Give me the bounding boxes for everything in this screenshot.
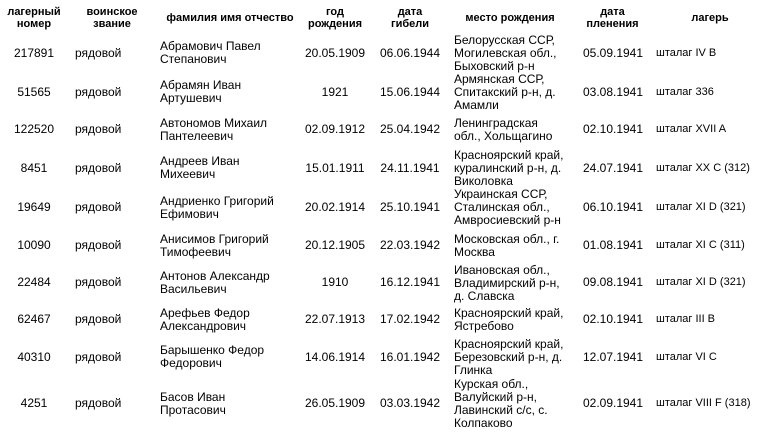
- cell-death-date: 16.12.1941: [379, 275, 441, 289]
- cell-death-date: 25.10.1941: [379, 200, 441, 214]
- cell-birthplace: Курская обл., Валуйский р-н, Лавинский с/с, с. Колпаково: [454, 377, 548, 430]
- cell-camp-number: 51565: [17, 85, 51, 99]
- cell-capture-date: 24.07.1941: [582, 161, 644, 175]
- cell-birthplace: Ивановская обл., Владимирский р-н, д. Славска: [454, 263, 560, 303]
- cell-full-name: Анисимов Григорий Тимофеевич: [160, 232, 269, 259]
- header-capture-date: дата пленения: [586, 6, 639, 30]
- cell-capture-date: 12.07.1941: [582, 350, 644, 364]
- cell-birth-year: 20.12.1905: [304, 238, 366, 252]
- cell-capture-date: 02.10.1941: [582, 312, 644, 326]
- cell-rank: рядовой: [75, 200, 122, 214]
- cell-camp-number: 40310: [17, 350, 51, 364]
- cell-full-name: Барышенко Федор Федорович: [160, 343, 265, 370]
- cell-capture-date: 06.10.1941: [582, 200, 644, 214]
- cell-birth-year: 14.06.1914: [304, 350, 366, 364]
- cell-camp: шталаг XI C (311): [656, 239, 745, 251]
- cell-death-date: 03.03.1942: [379, 396, 441, 410]
- cell-death-date: 15.06.1944: [379, 85, 441, 99]
- cell-camp: шталаг XI D (321): [656, 276, 746, 288]
- table-row: [0, 376, 768, 431]
- table-row: [0, 338, 768, 376]
- cell-rank: рядовой: [75, 85, 122, 99]
- cell-birth-year: 20.05.1909: [304, 46, 366, 60]
- cell-capture-date: 02.09.1941: [582, 396, 644, 410]
- cell-rank: рядовой: [75, 275, 122, 289]
- cell-camp-number: 122520: [13, 122, 55, 136]
- table-row: [0, 34, 768, 72]
- cell-rank: рядовой: [75, 161, 122, 175]
- cell-death-date: 25.04.1942: [379, 122, 441, 136]
- cell-camp: шталаг IV B: [656, 47, 717, 59]
- cell-rank: рядовой: [75, 238, 122, 252]
- cell-birth-year: 15.01.1911: [305, 161, 365, 175]
- cell-death-date: 06.06.1944: [379, 46, 441, 60]
- cell-birthplace: Красноярский край, Березовский р-н, д. Глинка: [454, 337, 564, 377]
- header-birth-year: год рождения: [307, 6, 363, 30]
- table-row: [0, 264, 768, 301]
- cell-full-name: Антонов Александр Васильевич: [160, 269, 270, 296]
- cell-death-date: 16.01.1942: [379, 350, 441, 364]
- cell-camp-number: 62467: [17, 312, 51, 326]
- cell-birthplace: Московская обл., г. Москва: [454, 232, 560, 259]
- cell-birthplace: Украинская ССР, Сталинская обл., Амвросиевский р-н: [454, 187, 561, 227]
- cell-capture-date: 09.08.1941: [582, 275, 644, 289]
- header-birthplace: место рождения: [465, 12, 555, 24]
- cell-full-name: Басов Иван Протасович: [160, 390, 226, 417]
- cell-full-name: Андриенко Григорий Ефимович: [160, 194, 274, 221]
- cell-rank: рядовой: [75, 46, 122, 60]
- cell-birth-year: 1921: [321, 85, 349, 99]
- cell-camp-number: 217891: [13, 46, 55, 60]
- cell-birth-year: 20.02.1914: [304, 200, 366, 214]
- cell-rank: рядовой: [75, 350, 122, 364]
- header-rank: воинское звание: [86, 6, 138, 30]
- header-camp: лагерь: [691, 12, 729, 24]
- cell-camp: шталаг VI C: [656, 351, 717, 363]
- cell-death-date: 17.02.1942: [379, 312, 441, 326]
- cell-birth-year: 1910: [321, 275, 349, 289]
- cell-full-name: Автономов Михаил Пантелеевич: [160, 116, 268, 143]
- cell-full-name: Арефьев Федор Александрович: [160, 306, 250, 333]
- cell-camp-number: 8451: [20, 161, 48, 175]
- cell-camp: шталаг XX C (312): [656, 162, 750, 174]
- cell-camp: шталаг VIII F (318): [656, 397, 751, 409]
- cell-camp-number: 22484: [17, 275, 51, 289]
- cell-camp: шталаг XI D (321): [656, 201, 746, 213]
- cell-rank: рядовой: [75, 312, 122, 326]
- table-row: [0, 301, 768, 338]
- cell-camp-number: 10090: [17, 238, 51, 252]
- header-full-name: фамилия имя отчество: [166, 12, 294, 24]
- cell-capture-date: 05.09.1941: [582, 46, 644, 60]
- cell-capture-date: 03.08.1941: [582, 85, 644, 99]
- cell-birth-year: 26.05.1909: [304, 396, 366, 410]
- header-death-date: дата гибели: [390, 6, 429, 30]
- cell-full-name: Андреев Иван Михеевич: [160, 154, 240, 181]
- cell-camp-number: 19649: [17, 200, 51, 214]
- cell-camp-number: 4251: [20, 396, 48, 410]
- cell-birth-year: 02.09.1912: [304, 122, 366, 136]
- cell-death-date: 24.11.1941: [380, 161, 440, 175]
- cell-birthplace: Красноярский край, куралинский р-н, д. Виколовка: [454, 148, 564, 188]
- cell-birthplace: Ленинградская обл., Хольщагино: [454, 116, 553, 143]
- table-row: [0, 73, 768, 111]
- cell-birthplace: Белорусская ССР, Могилевская обл., Быховский р-н: [454, 33, 557, 73]
- cell-camp: шталаг III B: [656, 313, 716, 325]
- cell-camp: шталаг XVII A: [656, 123, 727, 135]
- table-row: [0, 227, 768, 264]
- cell-birthplace: Красноярский край, Ястребово: [454, 306, 564, 333]
- cell-rank: рядовой: [75, 122, 122, 136]
- cell-full-name: Абрамович Павел Степанович: [160, 39, 261, 66]
- cell-camp: шталаг 336: [656, 86, 714, 98]
- cell-death-date: 22.03.1942: [379, 238, 441, 252]
- header-camp-number: лагерный номер: [7, 6, 61, 30]
- table-row: [0, 111, 768, 148]
- cell-birth-year: 22.07.1913: [304, 312, 366, 326]
- cell-rank: рядовой: [75, 396, 122, 410]
- cell-capture-date: 02.10.1941: [582, 122, 644, 136]
- cell-capture-date: 01.08.1941: [582, 238, 644, 252]
- table-row: [0, 148, 768, 188]
- cell-full-name: Абрамян Иван Артушевич: [160, 78, 242, 105]
- cell-birthplace: Армянская ССР, Спитакский р-н, д. Амамли: [454, 72, 556, 112]
- table-row: [0, 188, 768, 227]
